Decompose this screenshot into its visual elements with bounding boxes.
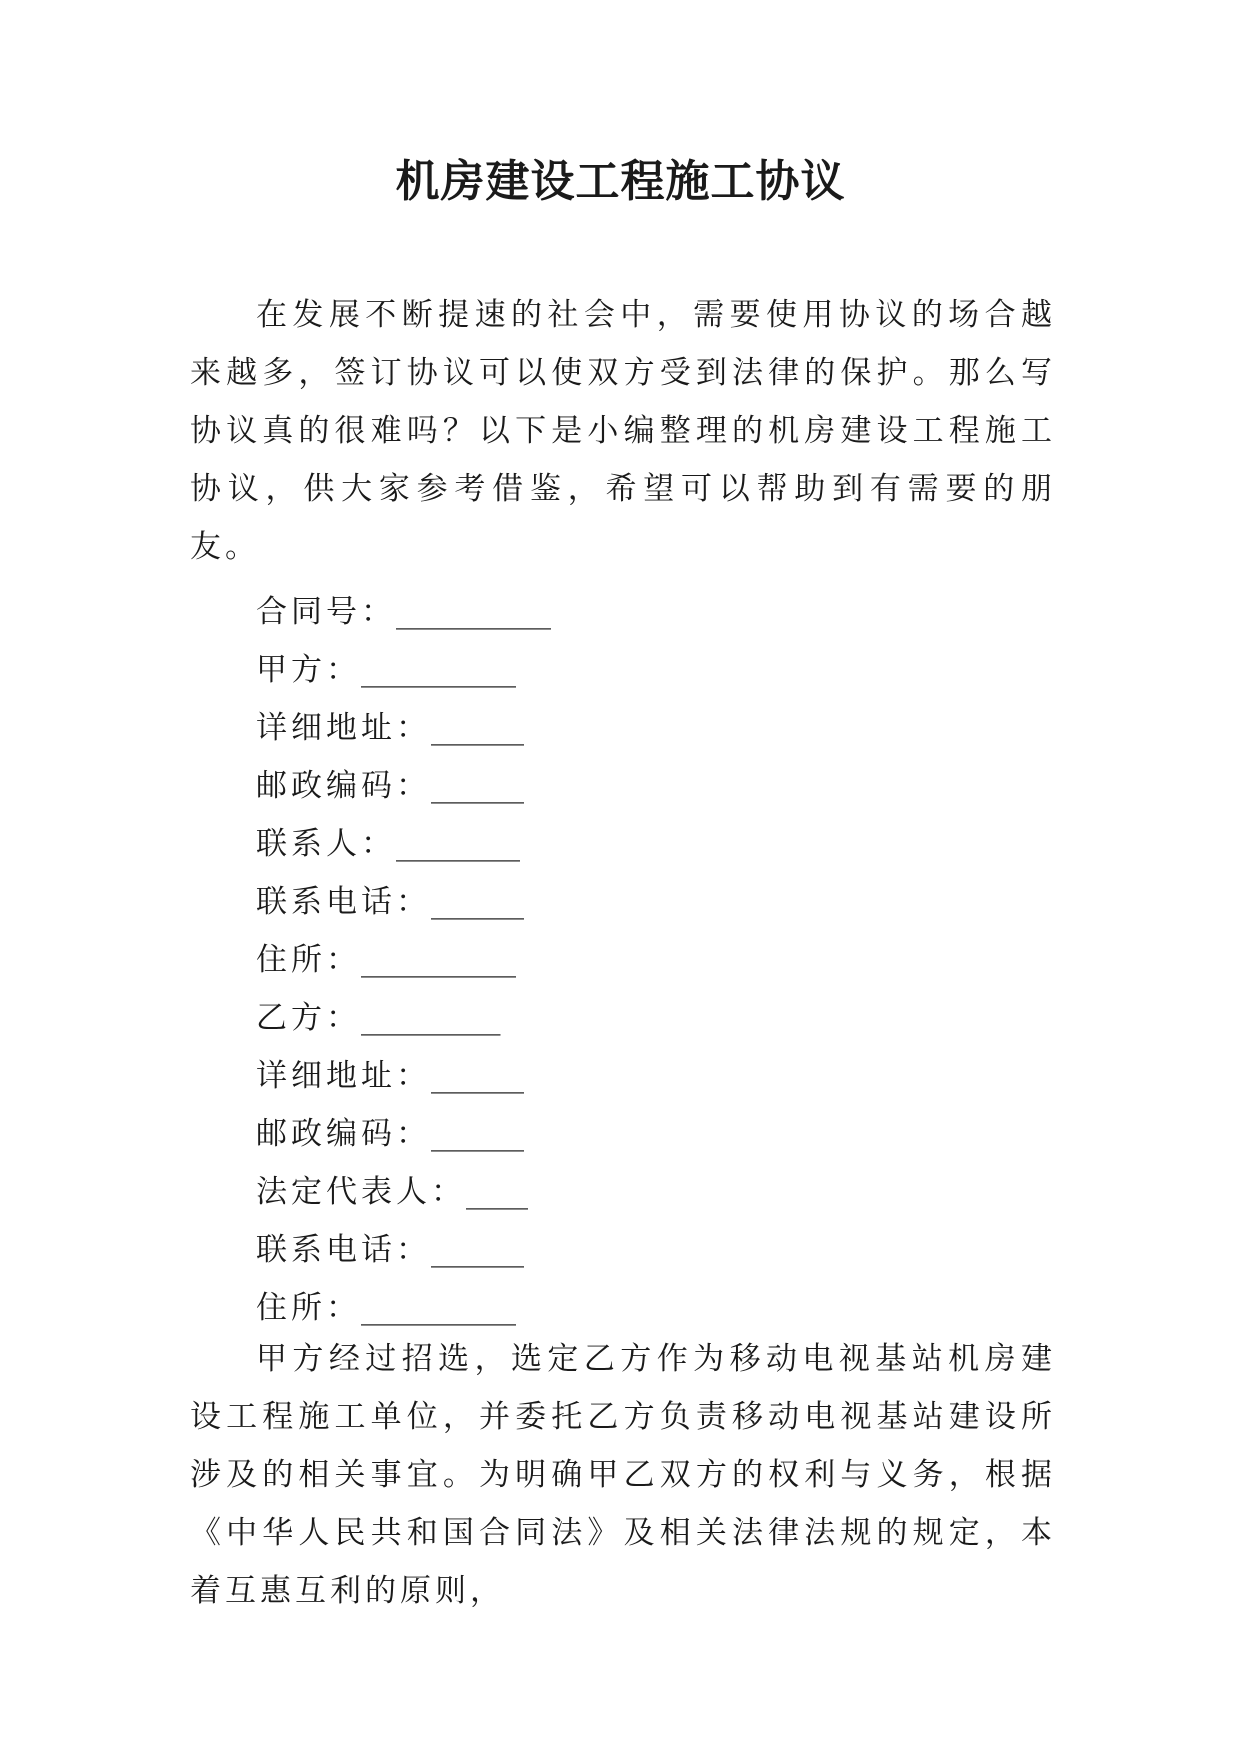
field-blank: __________ [361, 942, 516, 978]
body-paragraph: 甲方经过招选，选定乙方作为移动电视基站机房建设工程施工单位，并委托乙方负责移动电视基站建设所涉及的相关事宜。为明确甲乙双方的权利与义务，根据《中华人民共和国合同法》及相关法律法规的规定，本着互惠互利的原则， [190, 1341, 1056, 1609]
field-blank: ______ [431, 768, 524, 804]
field-blank: ______ [431, 1058, 524, 1094]
field-blank: ______ [431, 710, 524, 746]
field-party-b-phone [256, 1221, 956, 1279]
field-party-a-address [256, 699, 956, 757]
field-party-a [256, 641, 956, 699]
field-blank: ______ [431, 884, 524, 920]
field-party-a-residence [256, 931, 956, 989]
field-label: 联系人： [256, 826, 396, 862]
field-party-b-legal-rep [256, 1163, 956, 1221]
field-party-b-postcode [256, 1105, 956, 1163]
field-label: 住所： [256, 942, 361, 978]
field-blank: ________ [396, 826, 520, 862]
field-party-a-contact [256, 815, 956, 873]
field-party-a-phone [256, 873, 956, 931]
field-blank: __________ [361, 1290, 516, 1326]
party-info-fields [256, 583, 956, 1337]
field-label: 乙方： [256, 1000, 361, 1036]
field-party-b [256, 989, 956, 1047]
field-contract-number [256, 583, 956, 641]
field-blank: ______ [431, 1232, 524, 1268]
field-label: 法定代表人： [256, 1174, 466, 1210]
field-label: 详细地址： [256, 710, 431, 746]
field-blank: _________ [361, 1000, 501, 1036]
field-label: 合同号： [256, 594, 396, 630]
field-label: 甲方： [256, 652, 361, 688]
field-label: 住所： [256, 1290, 361, 1326]
field-label: 邮政编码： [256, 1116, 431, 1152]
field-label: 邮政编码： [256, 768, 431, 804]
field-label: 联系电话： [256, 884, 431, 920]
intro-paragraph: 在发展不断提速的社会中，需要使用协议的场合越来越多，签订协议可以使双方受到法律的保护。那么写协议真的很难吗？以下是小编整理的机房建设工程施工协议，供大家参考借鉴，希望可以帮助到有需要的朋友。 [190, 297, 1056, 565]
field-party-b-residence [256, 1279, 956, 1337]
field-party-a-postcode [256, 757, 956, 815]
document-title: 机房建设工程施工协议 [395, 156, 846, 207]
field-party-b-address [256, 1047, 956, 1105]
field-blank: __________ [361, 652, 516, 688]
field-blank: ____ [466, 1174, 528, 1210]
field-label: 联系电话： [256, 1232, 431, 1268]
field-label: 详细地址： [256, 1058, 431, 1094]
field-blank: __________ [396, 594, 551, 630]
field-blank: ______ [431, 1116, 524, 1152]
